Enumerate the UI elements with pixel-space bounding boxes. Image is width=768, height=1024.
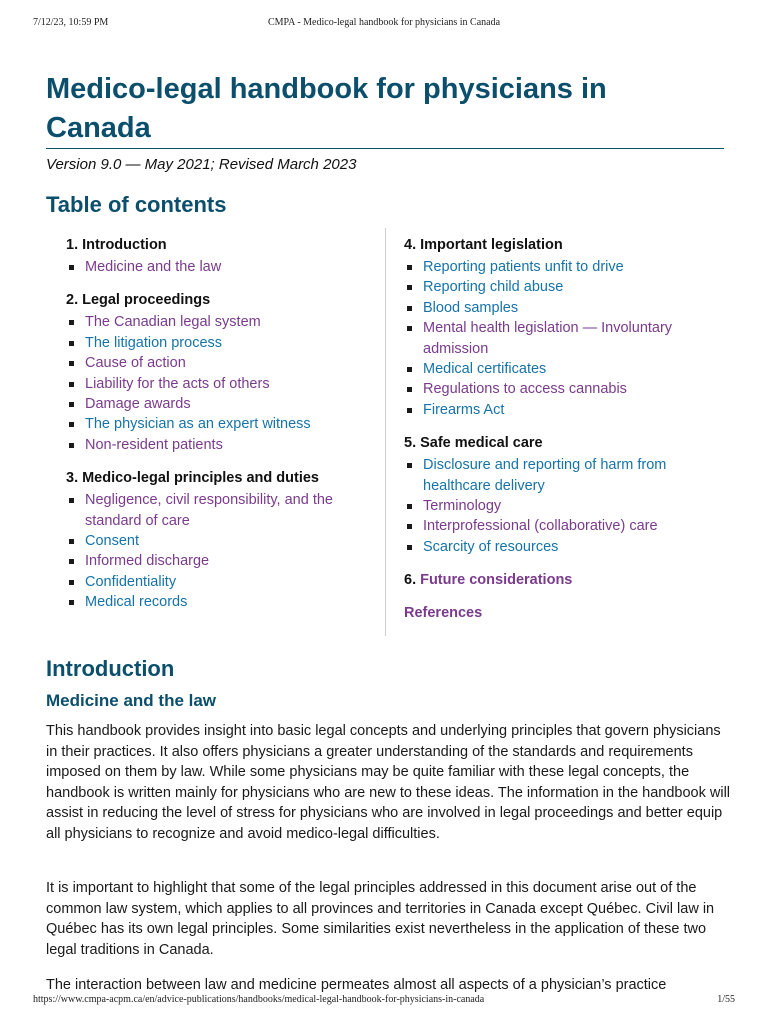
- print-url: https://www.cmpa-acpm.ca/en/advice-publications/handbooks/medical-legal-handbook-for-physicians-in-canada: [33, 994, 485, 1005]
- toc-link[interactable]: Reporting patients unfit to drive: [404, 257, 724, 277]
- toc-link[interactable]: Scarcity of resources: [404, 537, 724, 557]
- toc-section-number: 4.: [404, 237, 417, 253]
- toc-link[interactable]: The physician as an expert witness: [66, 414, 366, 434]
- document-title: Medico-legal handbook for physicians in Canada: [46, 73, 607, 144]
- toc-link[interactable]: Reporting child abuse: [404, 277, 724, 297]
- toc-link[interactable]: The litigation process: [66, 333, 366, 353]
- toc-section: [66, 236, 366, 277]
- toc-link[interactable]: Interprofessional (collaborative) care: [404, 516, 724, 536]
- toc-link[interactable]: Cause of action: [66, 353, 366, 373]
- toc-link[interactable]: Blood samples: [404, 298, 724, 318]
- toc-section-title: Important legislation: [420, 237, 563, 253]
- toc-link[interactable]: Regulations to access cannabis: [404, 379, 724, 399]
- toc-link[interactable]: Disclosure and reporting of harm from healthcare delivery: [404, 455, 724, 496]
- toc-link[interactable]: Medical records: [66, 592, 366, 612]
- toc-link[interactable]: Informed discharge: [66, 551, 366, 571]
- toc-section-title: Introduction: [82, 237, 167, 253]
- print-timestamp: 7/12/23, 10:59 PM: [33, 17, 109, 28]
- toc-section: [404, 236, 724, 420]
- toc-section-number: 2.: [66, 292, 79, 309]
- subsection-heading-medicine-and-the-law: Medicine and the law: [46, 691, 217, 710]
- toc-link-future-considerations[interactable]: Future considerations: [420, 572, 573, 589]
- toc-section-number: 1.: [66, 237, 79, 253]
- paragraph: The interaction between law and medicine permeates almost all aspects of a physician’s practice: [46, 977, 667, 993]
- toc-section-number: 6.: [404, 572, 417, 589]
- toc-link[interactable]: Confidentiality: [66, 572, 366, 592]
- toc-section-number: 3.: [66, 470, 79, 487]
- toc-section: [404, 434, 724, 557]
- toc-link[interactable]: Medicine and the law: [66, 257, 366, 277]
- toc-section: [66, 291, 366, 455]
- toc-section-heading: [66, 236, 366, 254]
- toc-title: Table of contents: [46, 192, 227, 217]
- toc-column-divider: [385, 228, 386, 636]
- toc-link-list: [404, 257, 724, 420]
- toc-link[interactable]: Firearms Act: [404, 400, 724, 420]
- toc-section-heading: [66, 291, 366, 309]
- toc-section: [66, 469, 366, 612]
- page-number: 1/55: [717, 994, 735, 1005]
- toc-section-title: Safe medical care: [420, 435, 543, 452]
- toc-future-considerations: [404, 571, 724, 589]
- toc-link[interactable]: Non-resident patients: [66, 435, 366, 455]
- toc-link[interactable]: Liability for the acts of others: [66, 374, 366, 394]
- toc-section-heading: [404, 434, 724, 452]
- paragraph: This handbook provides insight into basic legal concepts and underlying principles that govern physicians in their practices. It also offers physicians a greater understanding of the standards and requirements imposed on them by law. While some physicians may be quite familiar with these legal concepts, the handbook is written mainly for physicians who are new to these ideas. The information in the handbook will assist in reducing the level of stress for physicians who are involved in legal proceedings and better equip all physicians to recognize and avoid medico-legal difficulties.: [46, 723, 731, 842]
- toc-link-references[interactable]: References: [404, 605, 483, 622]
- toc-link[interactable]: The Canadian legal system: [66, 312, 366, 332]
- paragraph: It is important to highlight that some of the legal principles addressed in this document arise out of the common law system, which applies to all provinces and territories in Canada except Québec. Civil law in Québec has its own legal principles. Some similarities exist nevertheless in the application of these two legal traditions in Canada.: [46, 880, 715, 958]
- toc-link-list: [404, 455, 724, 557]
- print-page-title: CMPA - Medico-legal handbook for physicians in Canada: [267, 17, 501, 28]
- section-heading-introduction: Introduction: [46, 656, 175, 681]
- toc-link[interactable]: Negligence, civil responsibility, and the standard of care: [66, 490, 366, 531]
- toc-link[interactable]: Terminology: [404, 496, 724, 516]
- print-header: [0, 17, 768, 31]
- toc-link[interactable]: Medical certificates: [404, 359, 724, 379]
- toc-left-column: [66, 236, 366, 627]
- print-footer: [0, 994, 768, 1008]
- toc-link-list: [66, 312, 366, 455]
- toc-link-list: [66, 257, 366, 277]
- title-divider: [46, 148, 724, 149]
- toc-link[interactable]: Consent: [66, 531, 366, 551]
- toc-link[interactable]: Damage awards: [66, 394, 366, 414]
- toc-section-heading: [404, 236, 724, 254]
- version-line: Version 9.0 — May 2021; Revised March 2023: [46, 156, 357, 173]
- toc-section-heading: [66, 469, 366, 487]
- toc-right-column: [404, 236, 724, 621]
- toc-section-title: Medico-legal principles and duties: [82, 470, 319, 487]
- toc-link-list: [66, 490, 366, 612]
- toc-link[interactable]: Mental health legislation — Involuntary admission: [404, 318, 724, 359]
- toc-section-title: Legal proceedings: [82, 292, 211, 309]
- toc-section-number: 5.: [404, 435, 417, 452]
